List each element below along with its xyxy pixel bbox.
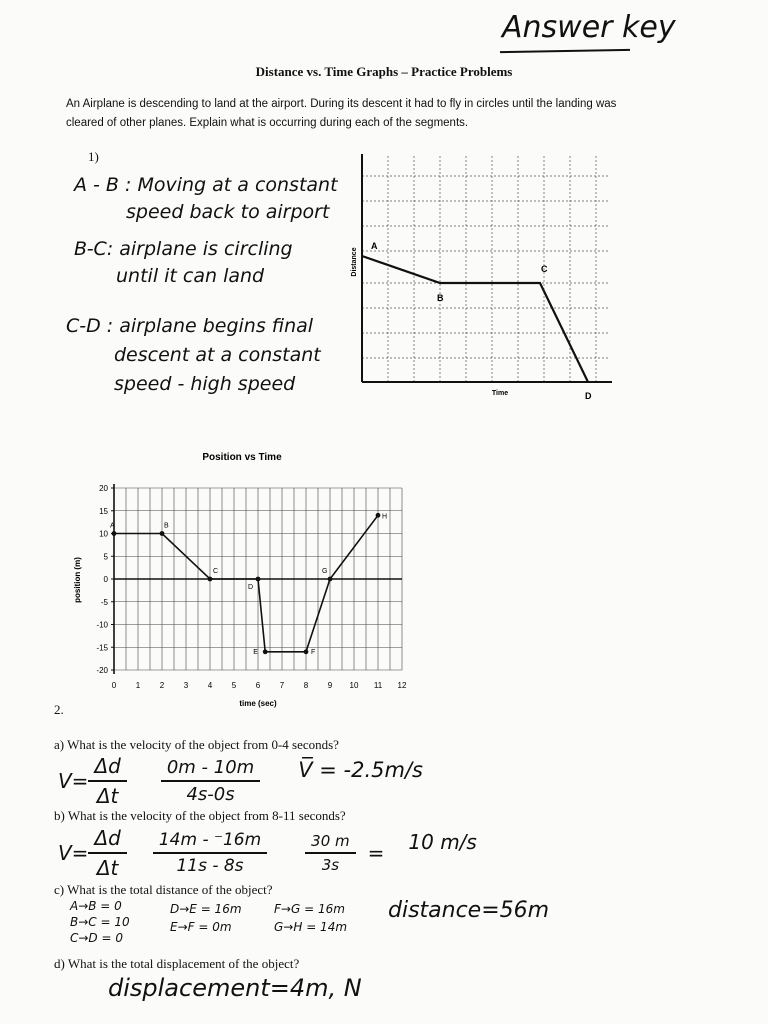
answer-b-equals: =: [367, 841, 385, 865]
chart-point-a: [112, 531, 117, 536]
answer-a: [58, 754, 423, 808]
answer-c-cd: C→D = 0: [70, 931, 123, 945]
answer-b-formula-den: Δt: [96, 856, 119, 880]
answer-b-formula: [88, 826, 126, 880]
answer-a-substitution: [161, 757, 260, 805]
answer-b-formula-num: Δd: [88, 826, 126, 854]
answer-c-bc: B→C = 10: [70, 915, 130, 929]
graph1-ylabel: Distance: [351, 247, 358, 277]
page-title: Distance vs. Time Graphs – Practice Problems: [255, 64, 513, 79]
chart-y-tick-label: 15: [99, 506, 108, 516]
chart-x-tick-label: 10: [349, 681, 359, 690]
problem-1-answer-bc: [74, 236, 293, 290]
chart-point-label-c: C: [213, 568, 219, 575]
answer-b-simplified: [305, 832, 355, 874]
answer-c-ab: A→B = 0: [70, 899, 122, 913]
answer-c-de: D→E = 16m: [170, 902, 242, 916]
chart-point-label-a: A: [110, 522, 115, 530]
answer-a-formula-den: Δt: [96, 784, 119, 808]
chart-x-tick-label: 7: [279, 681, 285, 690]
chart-x-tick-label: 12: [397, 681, 407, 690]
chart-ylabel: position (m): [73, 557, 82, 603]
answer-a-formula-num: Δd: [88, 754, 126, 782]
chart-y-tick-label: 5: [103, 552, 108, 562]
chart-point-f: [304, 649, 309, 654]
graph1-point-a: A: [371, 241, 378, 251]
problem-1-answer-cd: [66, 312, 321, 399]
question-c: c) What is the total distance of the object?: [54, 882, 273, 897]
distance-time-graph: [340, 148, 630, 408]
chart-point-label-f: F: [311, 648, 316, 656]
chart-y-ticks: [96, 484, 114, 675]
answer-a-sub-den: 4s-0s: [186, 784, 235, 805]
answer-cd-line-2: descent at a constant: [114, 344, 321, 366]
chart-point-e: [263, 649, 268, 654]
chart-y-tick-label: -5: [100, 597, 108, 607]
graph1-point-c: C: [541, 264, 548, 274]
answer-b-result: 10 m/s: [408, 830, 477, 854]
answer-b-lhs: V=: [58, 841, 89, 865]
chart-x-tick-label: 6: [255, 681, 261, 690]
answer-c-col-2: [170, 900, 242, 936]
problem-1-answer-ab: [74, 172, 338, 226]
answer-c-gh: G→H = 14m: [274, 920, 348, 934]
answer-b-simp-num: 30 m: [305, 832, 355, 854]
answer-b: [58, 826, 477, 880]
answer-key-label: Answer key: [502, 10, 676, 45]
problem-2-number: 2.: [54, 702, 64, 717]
chart-point-g: [328, 577, 333, 582]
chart-x-tick-label: 5: [231, 681, 237, 690]
chart-y-tick-label: 10: [99, 529, 108, 539]
answer-a-sub-num: 0m - 10m: [161, 757, 260, 782]
chart-point-h: [376, 513, 381, 518]
chart-point-label-h: H: [382, 513, 388, 521]
answer-c-col-3: [274, 900, 347, 936]
answer-a-lhs: V=: [58, 769, 89, 793]
chart-x-tick-label: 3: [183, 681, 189, 690]
chart-y-tick-label: -15: [96, 643, 108, 653]
chart-x-tick-label: 4: [207, 681, 213, 690]
position-time-chart: [60, 444, 420, 716]
graph1-point-b: B: [437, 293, 444, 303]
answer-b-sub-den: 11s - 8s: [176, 856, 244, 876]
answer-cd-line-1: C-D : airplane begins final: [66, 315, 314, 337]
chart-y-tick-label: -20: [96, 666, 108, 675]
chart-x-tick-label: 8: [303, 681, 309, 690]
chart-x-ticks: [112, 681, 407, 690]
chart-point-label-b: B: [164, 522, 169, 530]
chart-point-d: [256, 577, 261, 582]
graph1-line: [362, 256, 588, 382]
answer-ab-line-1: A - B : Moving at a constant: [74, 174, 338, 196]
chart-x-tick-label: 9: [327, 681, 333, 690]
answer-key-underline: [500, 49, 630, 53]
answer-c-fg: F→G = 16m: [274, 902, 345, 916]
chart-xlabel: time (sec): [239, 699, 277, 708]
graph1-point-d: D: [585, 391, 592, 401]
answer-d: displacement=4m, N: [108, 974, 362, 1002]
intro-paragraph: An Airplane is descending to land at the airport. During its descent it had to fly in circles until the landing was cleared of other planes. Explain what is occurring during each of the segments.: [66, 98, 617, 129]
chart-y-tick-label: 0: [103, 575, 108, 584]
chart-x-tick-label: 1: [135, 681, 141, 690]
answer-b-sub-num: 14m - ⁻16m: [153, 830, 267, 854]
answer-c-col-1: [70, 898, 130, 946]
chart-title: Position vs Time: [202, 452, 282, 463]
chart-point-b: [160, 531, 165, 536]
answer-a-result: V̅ = -2.5m/s: [298, 758, 423, 782]
answer-b-substitution: [153, 830, 267, 876]
chart-point-c: [208, 577, 213, 582]
answer-b-simp-den: 3s: [321, 856, 340, 874]
answer-bc-line-1: B-C: airplane is circling: [74, 238, 293, 260]
answer-ab-line-2: speed back to airport: [126, 201, 330, 223]
chart-point-label-g: G: [322, 568, 328, 575]
chart-y-tick-label: 20: [99, 484, 108, 493]
chart-x-tick-label: 2: [159, 681, 165, 690]
answer-cd-line-3: speed - high speed: [114, 373, 296, 395]
chart-x-tick-label: 0: [111, 681, 117, 690]
question-d: d) What is the total displacement of the object?: [54, 956, 300, 971]
answer-c-ef: E→F = 0m: [170, 920, 232, 934]
question-b: b) What is the velocity of the object from 8-11 seconds?: [54, 808, 346, 823]
chart-point-label-e: E: [253, 648, 258, 656]
chart-points: [110, 513, 387, 656]
problem-1-number: 1): [88, 149, 99, 164]
chart-point-label-d: D: [248, 584, 254, 591]
answer-c-total: distance=56m: [388, 898, 550, 923]
chart-y-tick-label: -10: [96, 620, 108, 630]
chart-x-tick-label: 11: [373, 681, 383, 690]
graph1-xlabel: Time: [491, 390, 509, 397]
answer-bc-line-2: until it can land: [116, 265, 265, 287]
answer-a-formula: [88, 754, 126, 808]
question-a: a) What is the velocity of the object from 0-4 seconds?: [54, 737, 339, 752]
